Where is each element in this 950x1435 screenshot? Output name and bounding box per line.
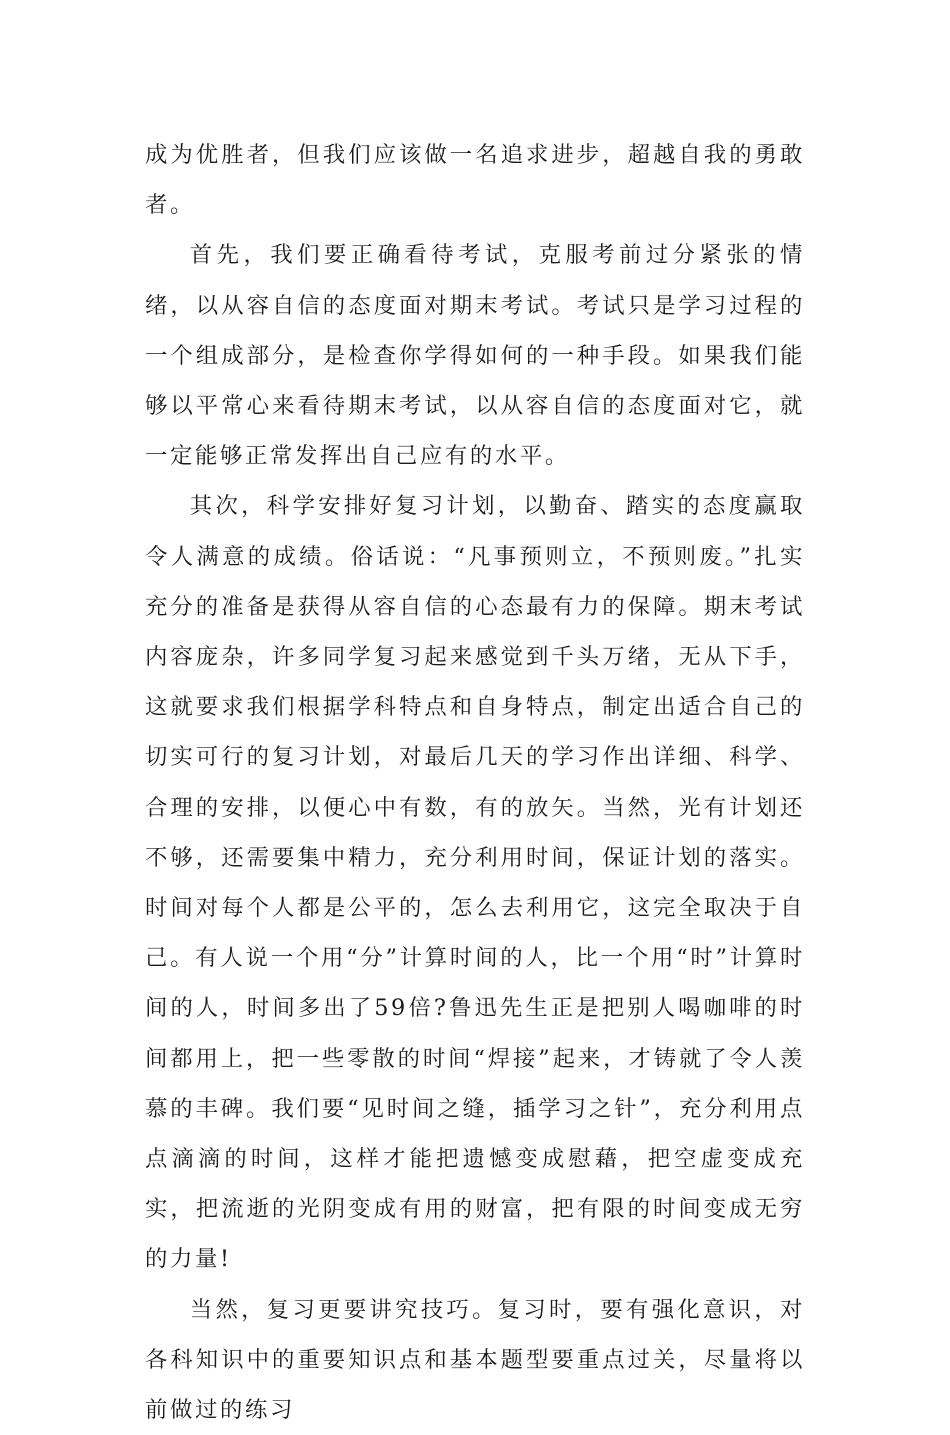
paragraph-review-plan: 其次，科学安排好复习计划，以勤奋、踏实的态度赢取令人满意的成绩。俗话说：“凡事预则立，不预则废。”扎实充分的准备是获得从容自信的心态最有力的保障。期末考试内容庞杂，许多同学复习起来感觉到千头万绪，无从下手，这就要求我们根据学科特点和自身特点，制定出适合自己的切实可行的复习计划，对最后几天的学习作出详细、科学、合理的安排，以便心中有数，有的放矢。当然，光有计划还不够，还需要集中精力，充分利用时间，保证计划的落实。时间对每个人都是公平的，怎么去利用它，这完全取决于自己。有人说一个用“分”计算时间的人，比一个用“时”计算时间的人，时间多出了59倍?鲁迅先生正是把别人喝咖啡的时间都用上，把一些零散的时间“焊接”起来，才铸就了令人羡慕的丰碑。我们要“见时间之缝，插学习之针”，充分利用点点滴滴的时间，这样才能把遗憾变成慰藉，把空虚变成充实，把流逝的光阴变成有用的财富，把有限的时间变成无穷的力量! — [145, 493, 805, 1273]
paragraph-review-skills: 当然，复习更要讲究技巧。复习时，要有强化意识，对各科知识中的重要知识点和基本题型要重点过关，尽量将以前做过的练习 — [145, 1296, 805, 1424]
paragraph-exam-attitude: 首先，我们要正确看待考试，克服考前过分紧张的情绪，以从容自信的态度面对期末考试。考试只是学习过程的一个组成部分，是检查你学得如何的一种手段。如果我们能够以平常心来看待期末考试，以从容自信的态度面对它，就一定能够正常发挥出自己应有的水平。 — [145, 242, 805, 470]
document-body — [145, 130, 805, 1435]
paragraph-continuation: 成为优胜者，但我们应该做一名追求进步，超越自我的勇敢者。 — [145, 142, 805, 219]
